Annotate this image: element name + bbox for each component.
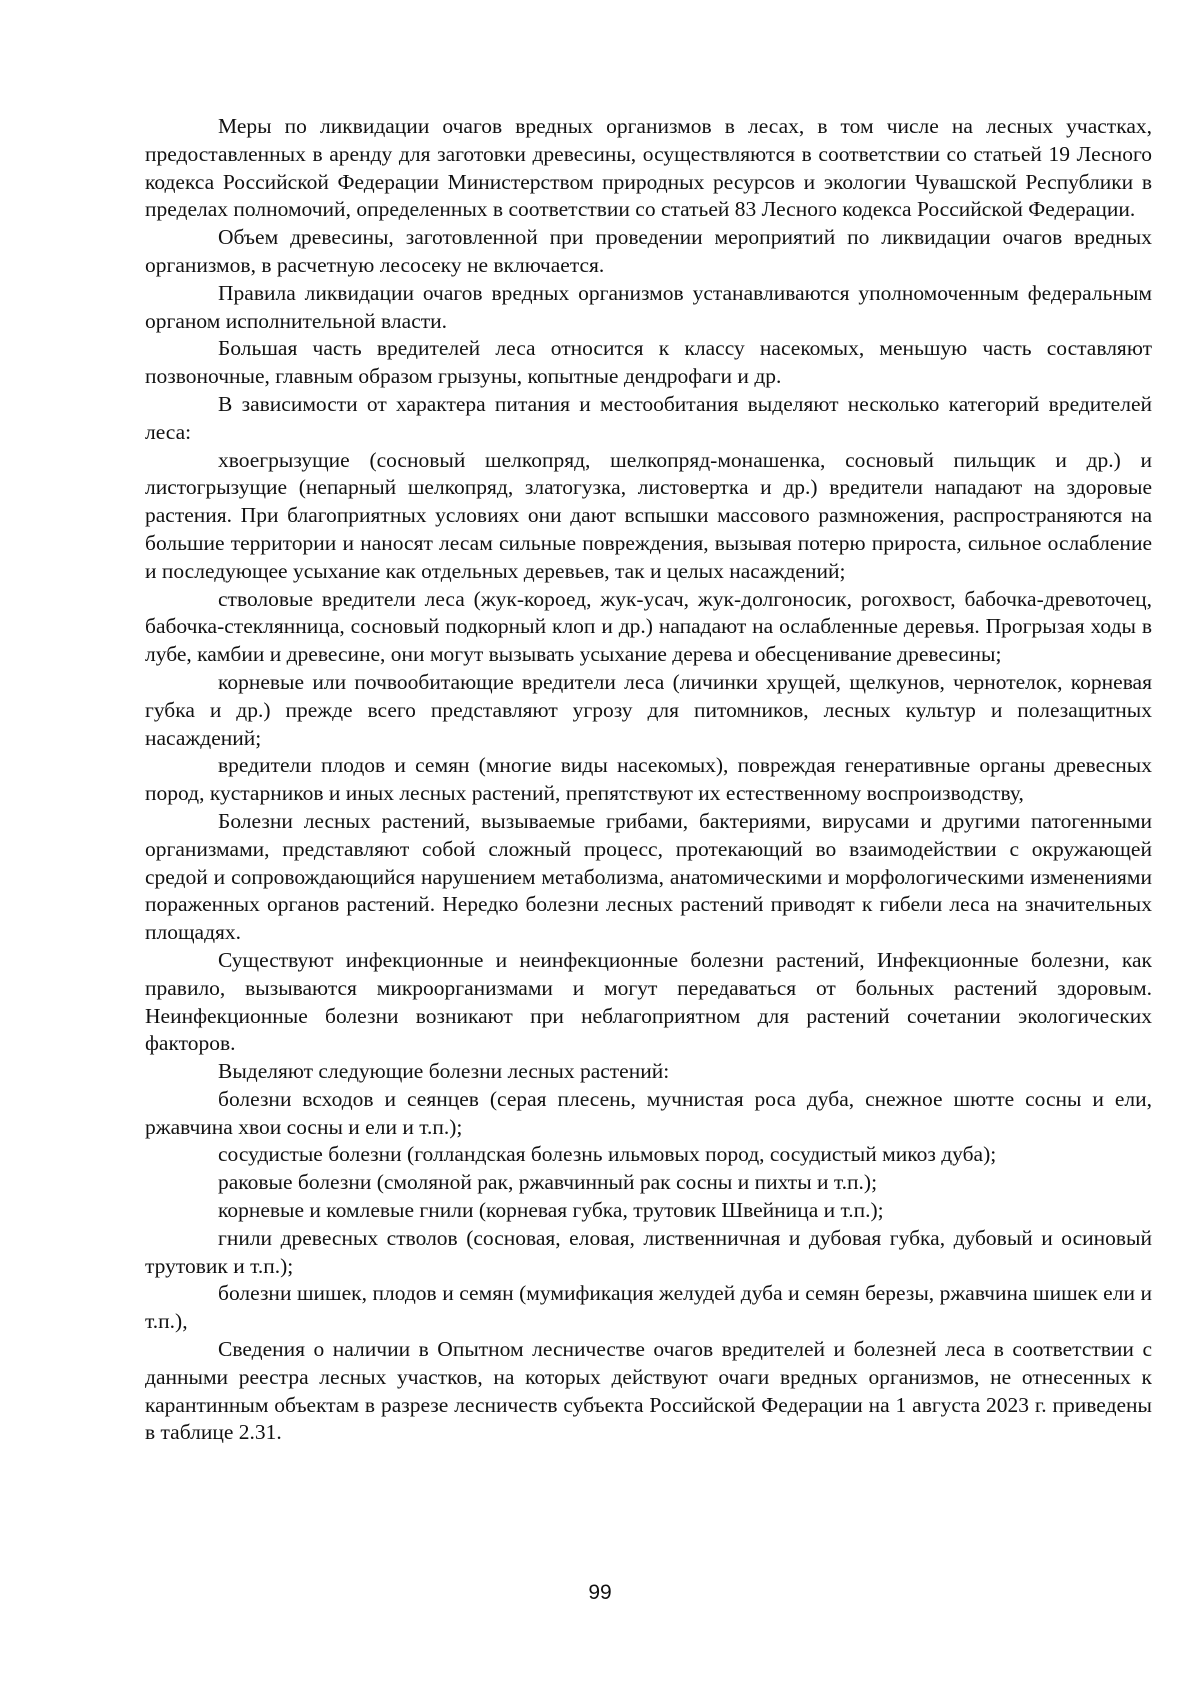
page-number: 99: [588, 1581, 612, 1604]
list-item-seed-pests: вредители плодов и семян (многие виды насекомых), повреждая генеративные органы древесных пород, кустарников и иных лесных растений, препятствуют их естественному воспроизводству,: [145, 753, 1152, 806]
paragraph-pests-majority: Большая часть вредителей леса относится к классу насекомых, меньшую часть составляют позвоночные, главным образом грызуны, копытные дендрофаги и др.: [145, 336, 1152, 389]
list-item-vascular-diseases: сосудистые болезни (голландская болезнь ильмовых пород, сосудистый микоз дуба);: [218, 1142, 997, 1167]
paragraph-measures: Меры по ликвидации очагов вредных организмов в лесах, в том числе на лесных участках, предоставленных в аренду для заготовки древесины, осуществляются в соответствии со статьей 19 Лесного кодекса Российской Федерации Министерством природных ресурсов и экологии Чувашской Республики в пределах полномочий, определенных в соответствии со статьей 83 Лесного кодекса Российской Федерации.: [145, 114, 1152, 222]
paragraph-pest-categories: В зависимости от характера питания и местообитания выделяют несколько категорий вредителей леса:: [145, 391, 1152, 444]
paragraph-diseases: Болезни лесных растений, вызываемые грибами, бактериями, вирусами и другими патогенными организмами, представляют собой сложный процесс, протекающий во взаимодействии с окружающей средой и сопровождающийся нарушением метаболизма, анатомическими и морфологическими изменениями пораженных органов растений. Нередко болезни лесных растений приводят к гибели леса на значительных площадях.: [145, 808, 1152, 945]
list-item-cone-diseases: болезни шишек, плодов и семян (мумификация желудей дуба и семян березы, ржавчина шишек ели и т.п.),: [145, 1281, 1152, 1334]
paragraph-table-reference: Сведения о наличии в Опытном лесничестве очагов вредителей и болезней леса в соответствии с данными реестра лесных участков, на которых действуют очаги вредных организмов, не отнесенных к карантинным объектам в разрезе лесничеств субъекта Российской Федерации на 1 августа 2023 г. приведены в таблице 2.31.: [145, 1337, 1152, 1445]
list-item-root-pests: корневые или почвообитающие вредители леса (личинки хрущей, щелкунов, чернотелок, корневая губка и др.) прежде всего представляют угрозу для питомников, лесных культур и полезащитных насаждений;: [145, 669, 1152, 750]
list-item-seedling-diseases: болезни всходов и сеянцев (серая плесень, мучнистая роса дуба, снежное шютте сосны и ели, ржавчина хвои сосны и ели и т.п.);: [145, 1086, 1152, 1139]
paragraph-infectious-diseases: Существуют инфекционные и неинфекционные болезни растений, Инфекционные болезни, как правило, вызываются микроорганизмами и могут передаваться от больных растений здоровым. Неинфекционные болезни возникают при неблагоприятном для растений сочетании экологических факторов.: [145, 947, 1152, 1056]
document-body: [145, 113, 1152, 1447]
list-item-canker-diseases: раковые болезни (смоляной рак, ржавчинный рак сосны и пихты и т.п.);: [218, 1170, 878, 1195]
paragraph-wood-volume: Объем древесины, заготовленной при проведении мероприятий по ликвидации очагов вредных организмов, в расчетную лесосеку не включается.: [145, 225, 1152, 277]
list-item-root-rot: корневые и комлевые гнили (корневая губка, трутовик Швейница и т.п.);: [218, 1198, 884, 1223]
paragraph-disease-list-intro: Выделяют следующие болезни лесных растений:: [218, 1059, 670, 1084]
list-item-stem-rot: гнили древесных стволов (сосновая, еловая, лиственничная и дубовая губка, дубовый и осиновый трутовик и т.п.);: [145, 1225, 1152, 1278]
list-item-stem-pests: стволовые вредители леса (жук-короед, жук-усач, жук-долгоносик, рогохвост, бабочка-древоточец, бабочка-стеклянница, сосновый подкорный клоп и др.) нападают на ослабленные деревья. Прогрызая ходы в лубе, камбии и древесине, они могут вызывать усыхание дерева и обесценивание древесины;: [145, 586, 1152, 667]
paragraph-rules: Правила ликвидации очагов вредных организмов устанавливаются уполномоченным федеральным органом исполнительной власти.: [145, 280, 1152, 333]
list-item-needle-leaf-pests: хвоегрызущие (сосновый шелкопряд, шелкопряд-монашенка, сосновый пильщик и др.) и листогрызущие (непарный шелкопряд, златогузка, листовертка и др.) вредители нападают на здоровые растения. При благоприятных условиях они дают вспышки массового размножения, распространяются на большие территории и наносят лесам сильные повреждения, вызывая потерю прироста, сильное ослабление и последующее усыхание как отдельных деревьев, так и целых насаждений;: [145, 447, 1152, 583]
